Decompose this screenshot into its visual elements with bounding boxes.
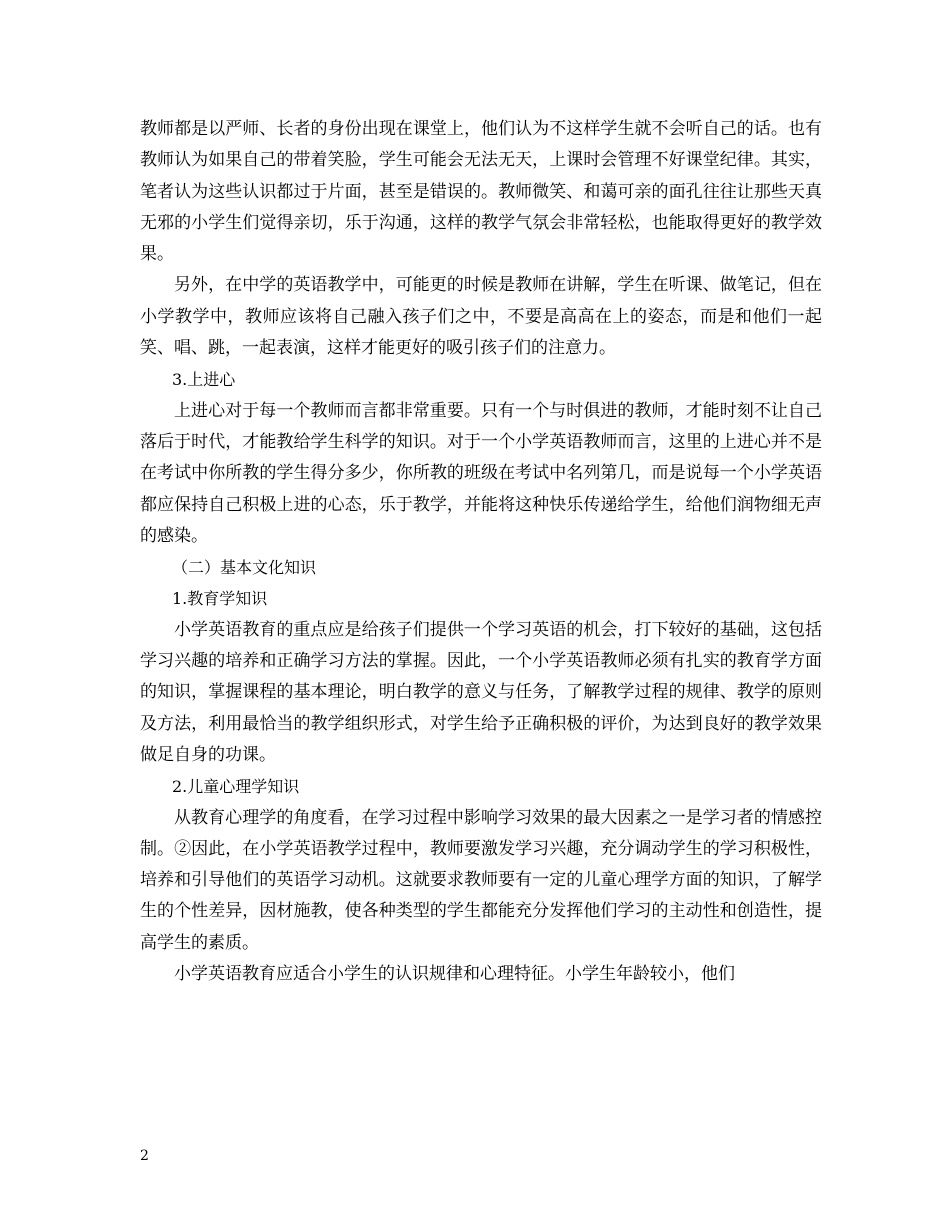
section-heading: 1.教育学知识: [172, 589, 268, 609]
document-body: [140, 114, 822, 990]
paragraph: 另外，在中学的英语教学中，可能更的时候是教师在讲解，学生在听课、做笔记，但在小学教学中，教师应该将自己融入孩子们之中，不要是高高在上的姿态，而是和他们一起笑、唱、跳，一起表演，这样才能更好的吸引孩子们的注意力。: [140, 275, 822, 359]
paragraph: 从教育心理学的角度看，在学习过程中影响学习效果的最大因素之一是学习者的情感控制。②因此，在小学英语教学过程中，教师要激发学习兴趣，充分调动学生的学习积极性，培养和引导他们的英语学习动机。这就要求教师要有一定的儿童心理学方面的知识，了解学生的个性差异，因材施教，使各种类型的学生都能充分发挥他们学习的主动性和创造性，提高学生的素质。: [140, 807, 822, 953]
paragraph: 教师都是以严师、长者的身份出现在课堂上，他们认为不这样学生就不会听自己的话。也有教师认为如果自己的带着笑脸，学生可能会无法无天，上课时会管理不好课堂纪律。其实，笔者认为这些认识都过于片面，甚至是错误的。教师微笑、和蔼可亲的面孔往往让那些天真无邪的小学生们觉得亲切，乐于沟通，这样的教学气氛会非常轻松，也能取得更好的教学效果。: [140, 119, 822, 265]
paragraph: 小学英语教育的重点应是给孩子们提供一个学习英语的机会，打下较好的基础，这包括学习兴趣的培养和正确学习方法的掌握。因此，一个小学英语教师必须有扎实的教育学方面的知识，掌握课程的基本理论，明白教学的意义与任务，了解教学过程的规律、教学的原则及方法，利用最恰当的教学组织形式，对学生给予正确积极的评价，为达到良好的教学效果做足自身的功课。: [140, 619, 822, 765]
paragraph: 小学英语教育应适合小学生的认识规律和心理特征。小学生年龄较小，他们: [174, 964, 735, 985]
section-heading: （二）基本文化知识: [172, 558, 317, 578]
paragraph: 上进心对于每一个教师而言都非常重要。只有一个与时俱进的教师，才能时刻不让自己落后于时代，才能教给学生科学的知识。对于一个小学英语教师而言，这里的上进心并不是在考试中你所教的学生得分多少，你所教的班级在考试中名列第几，而是说每一个小学英语都应保持自己积极上进的心态，乐于教学，并能将这种快乐传递给学生，给他们润物细无声的感染。: [140, 400, 822, 546]
section-heading: 3.上进心: [172, 370, 236, 390]
section-heading: 2.儿童心理学知识: [172, 777, 300, 797]
page-number: 2: [140, 1148, 149, 1164]
